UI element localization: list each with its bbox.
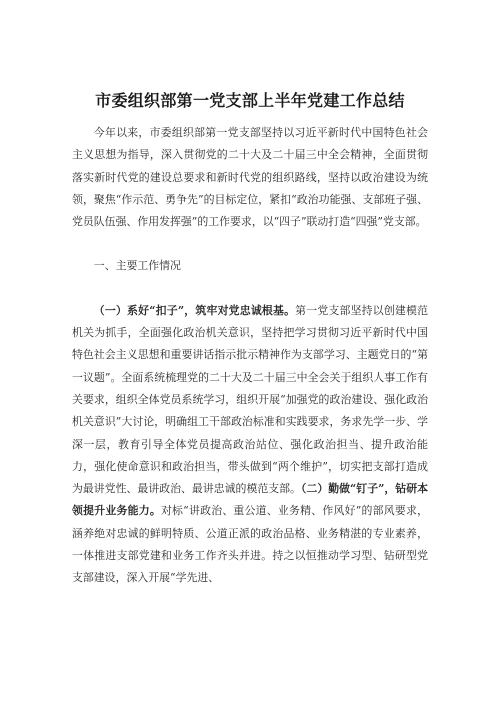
item1-text: 第一党支部坚持以创建模范机关为抓手，全面强化政治机关意识，坚持把学习贯彻习近平新时代中国特色社会主义思想和重要讲话指示批示精神作为支部学习、主题党日的“第一议题”。全面系统梳理党的二十大及二十届三中全会关于组织人事工作有关要求，组织全体党员系统学习，组织开展“加强党的政治建设、强化政治机关意识”大讨论，明确组工干部政治标准和实践要求，务求先学一步、学深一层，教育引导全体党员提高政治站位、强化政治担当、提升政治能力，强化使命意识和政治担当，带头做到“两个维护”，切实把支部打造成为最讲党性、最讲政治、最讲忠诚的模范支部。: [72, 303, 428, 496]
work-items-paragraph: [72, 300, 428, 590]
item2-title: （二）勤做“钉子”，钻研本领提升业务能力。: [72, 482, 428, 518]
item2-text: 对标“讲政治、重公道、业务精、作风好”的部风要求，涵养绝对忠诚的鲜明特质、公道正派的政治品格、业务精湛的专业素养，一体推进支部党建和业务工作齐头并进。持之以恒推动学习型、钻研型党支部建设，深入开展“学先进、: [72, 504, 428, 585]
item1-title: （一）系好“扣子”，筑牢对党忠诚根基。: [93, 303, 296, 317]
document-body: [72, 122, 428, 590]
section-heading: 一、主要工作情况: [93, 259, 181, 273]
paragraph-spacer: [72, 233, 428, 255]
document-title: 市委组织部第一党支部上半年党建工作总结: [95, 91, 405, 110]
intro-paragraph: 今年以来，市委组织部第一党支部坚持以习近平新时代中国特色社会主义思想为指导，深入贯彻党的二十大及二十届三中全会精神，全面贯彻落实新时代党的建设总要求和新时代党的组织路线，坚持以政治建设为统领，聚焦“作示范、勇争先”的目标定位，紧扣“政治功能强、支部班子强、党员队伍强、作用发挥强”的工作要求，以“四子”联动打造“四强”党支部。: [72, 126, 428, 229]
paragraph-spacer: [72, 278, 428, 300]
